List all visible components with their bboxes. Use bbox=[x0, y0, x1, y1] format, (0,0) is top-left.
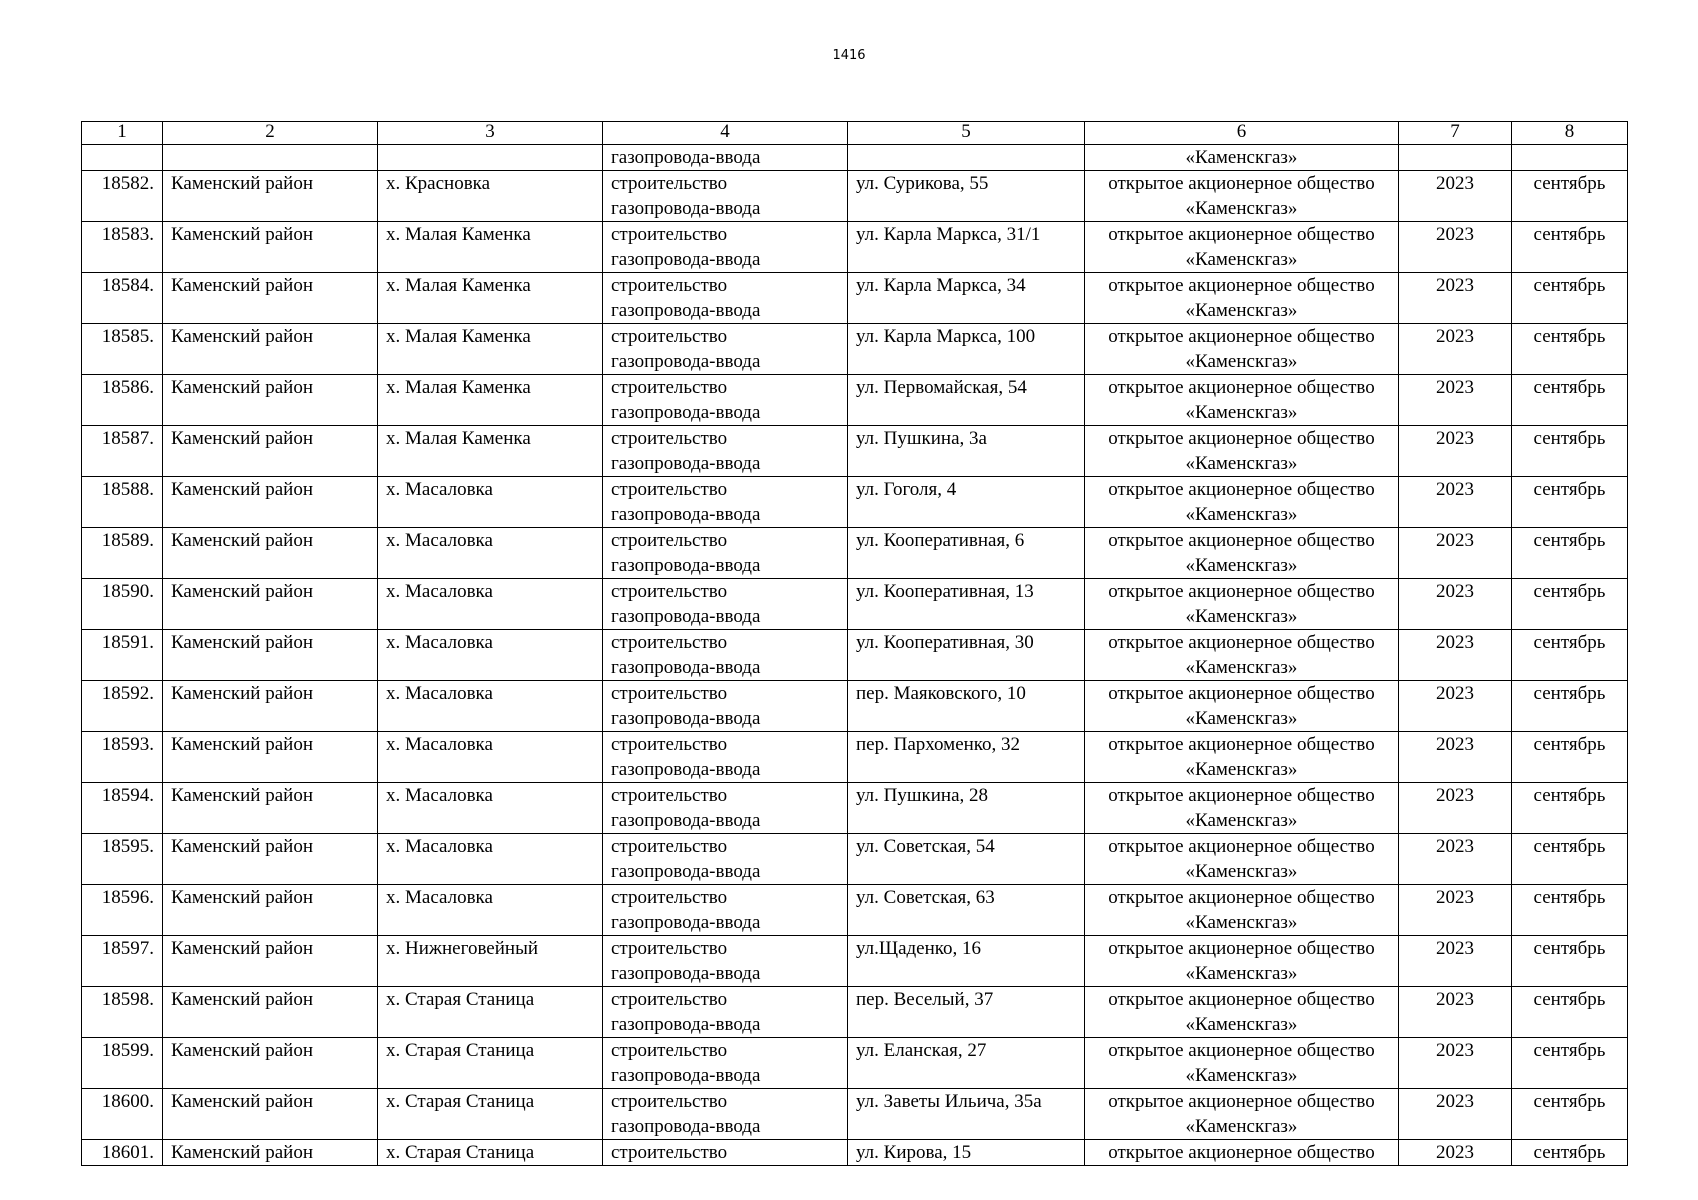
table-row bbox=[82, 375, 1628, 426]
month-cell: сентябрь bbox=[1512, 528, 1628, 579]
year-cell: 2023 bbox=[1399, 273, 1512, 324]
month-cell: сентябрь bbox=[1512, 885, 1628, 936]
address-cell bbox=[848, 145, 1085, 171]
work-cell: строительство газопровода-ввода bbox=[603, 732, 848, 783]
column-header: 6 bbox=[1085, 122, 1399, 145]
month-cell: сентябрь bbox=[1512, 426, 1628, 477]
district-cell: Каменский район bbox=[163, 630, 378, 681]
num-cell: 18583. bbox=[82, 222, 163, 273]
org-cell: «Каменскгаз» bbox=[1085, 145, 1399, 171]
address-cell: пер. Пархоменко, 32 bbox=[848, 732, 1085, 783]
district-cell: Каменский район bbox=[163, 528, 378, 579]
table-row bbox=[82, 426, 1628, 477]
work-cell: строительство газопровода-ввода bbox=[603, 1038, 848, 1089]
month-cell: сентябрь bbox=[1512, 324, 1628, 375]
column-header: 4 bbox=[603, 122, 848, 145]
year-cell: 2023 bbox=[1399, 1038, 1512, 1089]
column-header: 2 bbox=[163, 122, 378, 145]
column-header: 7 bbox=[1399, 122, 1512, 145]
num-cell: 18588. bbox=[82, 477, 163, 528]
num-cell: 18582. bbox=[82, 171, 163, 222]
address-cell: ул. Заветы Ильича, 35а bbox=[848, 1089, 1085, 1140]
month-cell: сентябрь bbox=[1512, 1038, 1628, 1089]
month-cell: сентябрь bbox=[1512, 1140, 1628, 1166]
work-cell: газопровода-ввода bbox=[603, 145, 848, 171]
settlement-cell: х. Нижнеговейный bbox=[378, 936, 603, 987]
page-number: 1416 bbox=[832, 48, 866, 63]
settlement-cell: х. Малая Каменка bbox=[378, 324, 603, 375]
month-cell: сентябрь bbox=[1512, 732, 1628, 783]
column-header: 1 bbox=[82, 122, 163, 145]
month-cell: сентябрь bbox=[1512, 1089, 1628, 1140]
year-cell: 2023 bbox=[1399, 732, 1512, 783]
table-row bbox=[82, 171, 1628, 222]
work-cell: строительство газопровода-ввода bbox=[603, 1089, 848, 1140]
org-cell: открытое акционерное общество «Каменскгаз» bbox=[1085, 324, 1399, 375]
year-cell: 2023 bbox=[1399, 171, 1512, 222]
year-cell: 2023 bbox=[1399, 477, 1512, 528]
district-cell: Каменский район bbox=[163, 324, 378, 375]
num-cell: 18589. bbox=[82, 528, 163, 579]
address-cell: ул. Карла Маркса, 31/1 bbox=[848, 222, 1085, 273]
num-cell bbox=[82, 145, 163, 171]
work-cell: строительство газопровода-ввода bbox=[603, 783, 848, 834]
month-cell: сентябрь bbox=[1512, 171, 1628, 222]
year-cell: 2023 bbox=[1399, 987, 1512, 1038]
district-cell: Каменский район bbox=[163, 579, 378, 630]
num-cell: 18600. bbox=[82, 1089, 163, 1140]
address-cell: пер. Веселый, 37 bbox=[848, 987, 1085, 1038]
month-cell: сентябрь bbox=[1512, 834, 1628, 885]
org-cell: открытое акционерное общество «Каменскгаз» bbox=[1085, 630, 1399, 681]
table-row bbox=[82, 579, 1628, 630]
table-row bbox=[82, 834, 1628, 885]
district-cell: Каменский район bbox=[163, 783, 378, 834]
year-cell: 2023 bbox=[1399, 1089, 1512, 1140]
district-cell: Каменский район bbox=[163, 1140, 378, 1166]
table-row bbox=[82, 1140, 1628, 1166]
table-row bbox=[82, 987, 1628, 1038]
table-row bbox=[82, 732, 1628, 783]
address-cell: пер. Маяковского, 10 bbox=[848, 681, 1085, 732]
work-cell: строительство газопровода-ввода bbox=[603, 681, 848, 732]
year-cell: 2023 bbox=[1399, 426, 1512, 477]
month-cell bbox=[1512, 145, 1628, 171]
work-cell: строительство газопровода-ввода bbox=[603, 171, 848, 222]
num-cell: 18595. bbox=[82, 834, 163, 885]
settlement-cell: х. Масаловка bbox=[378, 681, 603, 732]
settlement-cell: х. Масаловка bbox=[378, 783, 603, 834]
org-cell: открытое акционерное общество bbox=[1085, 1140, 1399, 1166]
month-cell: сентябрь bbox=[1512, 579, 1628, 630]
settlement-cell bbox=[378, 145, 603, 171]
num-cell: 18591. bbox=[82, 630, 163, 681]
address-cell: ул. Сурикова, 55 bbox=[848, 171, 1085, 222]
org-cell: открытое акционерное общество «Каменскгаз» bbox=[1085, 171, 1399, 222]
address-cell: ул. Кооперативная, 6 bbox=[848, 528, 1085, 579]
org-cell: открытое акционерное общество «Каменскгаз» bbox=[1085, 477, 1399, 528]
column-header: 3 bbox=[378, 122, 603, 145]
table-row bbox=[82, 324, 1628, 375]
table-row bbox=[82, 783, 1628, 834]
org-cell: открытое акционерное общество «Каменскгаз» bbox=[1085, 273, 1399, 324]
district-cell: Каменский район bbox=[163, 732, 378, 783]
address-cell: ул. Кооперативная, 13 bbox=[848, 579, 1085, 630]
settlement-cell: х. Масаловка bbox=[378, 630, 603, 681]
table-row bbox=[82, 1089, 1628, 1140]
district-cell: Каменский район bbox=[163, 681, 378, 732]
num-cell: 18601. bbox=[82, 1140, 163, 1166]
month-cell: сентябрь bbox=[1512, 936, 1628, 987]
settlement-cell: х. Малая Каменка bbox=[378, 426, 603, 477]
work-cell: строительство газопровода-ввода bbox=[603, 885, 848, 936]
address-cell: ул. Пушкина, 28 bbox=[848, 783, 1085, 834]
work-cell: строительство газопровода-ввода bbox=[603, 222, 848, 273]
work-cell: строительство газопровода-ввода bbox=[603, 579, 848, 630]
district-cell: Каменский район bbox=[163, 885, 378, 936]
org-cell: открытое акционерное общество «Каменскгаз» bbox=[1085, 987, 1399, 1038]
table-row bbox=[82, 630, 1628, 681]
org-cell: открытое акционерное общество «Каменскгаз» bbox=[1085, 783, 1399, 834]
year-cell: 2023 bbox=[1399, 375, 1512, 426]
num-cell: 18592. bbox=[82, 681, 163, 732]
month-cell: сентябрь bbox=[1512, 681, 1628, 732]
district-cell: Каменский район bbox=[163, 1089, 378, 1140]
table-row bbox=[82, 273, 1628, 324]
org-cell: открытое акционерное общество «Каменскгаз» bbox=[1085, 1038, 1399, 1089]
district-cell: Каменский район bbox=[163, 936, 378, 987]
work-cell: строительство газопровода-ввода bbox=[603, 834, 848, 885]
org-cell: открытое акционерное общество «Каменскгаз» bbox=[1085, 936, 1399, 987]
district-cell bbox=[163, 145, 378, 171]
year-cell: 2023 bbox=[1399, 1140, 1512, 1166]
year-cell: 2023 bbox=[1399, 834, 1512, 885]
num-cell: 18586. bbox=[82, 375, 163, 426]
settlement-cell: х. Красновка bbox=[378, 171, 603, 222]
settlement-cell: х. Старая Станица bbox=[378, 1089, 603, 1140]
num-cell: 18596. bbox=[82, 885, 163, 936]
column-header: 5 bbox=[848, 122, 1085, 145]
num-cell: 18597. bbox=[82, 936, 163, 987]
year-cell: 2023 bbox=[1399, 579, 1512, 630]
settlement-cell: х. Масаловка bbox=[378, 885, 603, 936]
table-row bbox=[82, 1038, 1628, 1089]
work-cell: строительство газопровода-ввода bbox=[603, 375, 848, 426]
address-cell: ул. Советская, 63 bbox=[848, 885, 1085, 936]
year-cell: 2023 bbox=[1399, 528, 1512, 579]
address-cell: ул. Первомайская, 54 bbox=[848, 375, 1085, 426]
settlement-cell: х. Масаловка bbox=[378, 528, 603, 579]
address-cell: ул.Щаденко, 16 bbox=[848, 936, 1085, 987]
org-cell: открытое акционерное общество «Каменскгаз» bbox=[1085, 834, 1399, 885]
district-cell: Каменский район bbox=[163, 834, 378, 885]
year-cell bbox=[1399, 145, 1512, 171]
column-number-header bbox=[82, 122, 1628, 145]
num-cell: 18587. bbox=[82, 426, 163, 477]
org-cell: открытое акционерное общество «Каменскгаз» bbox=[1085, 681, 1399, 732]
gasification-schedule-table bbox=[81, 121, 1628, 1166]
settlement-cell: х. Старая Станица bbox=[378, 987, 603, 1038]
settlement-cell: х. Масаловка bbox=[378, 579, 603, 630]
settlement-cell: х. Масаловка bbox=[378, 477, 603, 528]
num-cell: 18598. bbox=[82, 987, 163, 1038]
district-cell: Каменский район bbox=[163, 477, 378, 528]
month-cell: сентябрь bbox=[1512, 375, 1628, 426]
work-cell: строительство газопровода-ввода bbox=[603, 324, 848, 375]
settlement-cell: х. Масаловка bbox=[378, 732, 603, 783]
org-cell: открытое акционерное общество «Каменскгаз» bbox=[1085, 375, 1399, 426]
org-cell: открытое акционерное общество «Каменскгаз» bbox=[1085, 222, 1399, 273]
work-cell: строительство газопровода-ввода bbox=[603, 426, 848, 477]
table-row bbox=[82, 477, 1628, 528]
year-cell: 2023 bbox=[1399, 222, 1512, 273]
month-cell: сентябрь bbox=[1512, 630, 1628, 681]
year-cell: 2023 bbox=[1399, 885, 1512, 936]
settlement-cell: х. Старая Станица bbox=[378, 1140, 603, 1166]
year-cell: 2023 bbox=[1399, 783, 1512, 834]
table-row bbox=[82, 885, 1628, 936]
settlement-cell: х. Старая Станица bbox=[378, 1038, 603, 1089]
num-cell: 18584. bbox=[82, 273, 163, 324]
month-cell: сентябрь bbox=[1512, 987, 1628, 1038]
address-cell: ул. Кирова, 15 bbox=[848, 1140, 1085, 1166]
address-cell: ул. Гоголя, 4 bbox=[848, 477, 1085, 528]
org-cell: открытое акционерное общество «Каменскгаз» bbox=[1085, 1089, 1399, 1140]
year-cell: 2023 bbox=[1399, 681, 1512, 732]
district-cell: Каменский район bbox=[163, 375, 378, 426]
address-cell: ул. Еланская, 27 bbox=[848, 1038, 1085, 1089]
org-cell: открытое акционерное общество «Каменскгаз» bbox=[1085, 426, 1399, 477]
month-cell: сентябрь bbox=[1512, 222, 1628, 273]
num-cell: 18593. bbox=[82, 732, 163, 783]
table-row bbox=[82, 681, 1628, 732]
settlement-cell: х. Малая Каменка bbox=[378, 375, 603, 426]
settlement-cell: х. Масаловка bbox=[378, 834, 603, 885]
table-row bbox=[82, 222, 1628, 273]
year-cell: 2023 bbox=[1399, 936, 1512, 987]
settlement-cell: х. Малая Каменка bbox=[378, 273, 603, 324]
year-cell: 2023 bbox=[1399, 324, 1512, 375]
column-header: 8 bbox=[1512, 122, 1628, 145]
settlement-cell: х. Малая Каменка bbox=[378, 222, 603, 273]
num-cell: 18590. bbox=[82, 579, 163, 630]
table-row bbox=[82, 936, 1628, 987]
year-cell: 2023 bbox=[1399, 630, 1512, 681]
work-cell: строительство bbox=[603, 1140, 848, 1166]
num-cell: 18585. bbox=[82, 324, 163, 375]
district-cell: Каменский район bbox=[163, 222, 378, 273]
district-cell: Каменский район bbox=[163, 426, 378, 477]
table-row bbox=[82, 528, 1628, 579]
continuation-row bbox=[82, 145, 1628, 171]
address-cell: ул. Советская, 54 bbox=[848, 834, 1085, 885]
work-cell: строительство газопровода-ввода bbox=[603, 936, 848, 987]
address-cell: ул. Кооперативная, 30 bbox=[848, 630, 1085, 681]
work-cell: строительство газопровода-ввода bbox=[603, 273, 848, 324]
num-cell: 18599. bbox=[82, 1038, 163, 1089]
district-cell: Каменский район bbox=[163, 987, 378, 1038]
district-cell: Каменский район bbox=[163, 1038, 378, 1089]
district-cell: Каменский район bbox=[163, 273, 378, 324]
address-cell: ул. Карла Маркса, 34 bbox=[848, 273, 1085, 324]
district-cell: Каменский район bbox=[163, 171, 378, 222]
month-cell: сентябрь bbox=[1512, 783, 1628, 834]
work-cell: строительство газопровода-ввода bbox=[603, 630, 848, 681]
num-cell: 18594. bbox=[82, 783, 163, 834]
org-cell: открытое акционерное общество «Каменскгаз» bbox=[1085, 732, 1399, 783]
org-cell: открытое акционерное общество «Каменскгаз» bbox=[1085, 579, 1399, 630]
month-cell: сентябрь bbox=[1512, 477, 1628, 528]
address-cell: ул. Карла Маркса, 100 bbox=[848, 324, 1085, 375]
org-cell: открытое акционерное общество «Каменскгаз» bbox=[1085, 528, 1399, 579]
work-cell: строительство газопровода-ввода bbox=[603, 528, 848, 579]
org-cell: открытое акционерное общество «Каменскгаз» bbox=[1085, 885, 1399, 936]
work-cell: строительство газопровода-ввода bbox=[603, 477, 848, 528]
work-cell: строительство газопровода-ввода bbox=[603, 987, 848, 1038]
month-cell: сентябрь bbox=[1512, 273, 1628, 324]
address-cell: ул. Пушкина, 3а bbox=[848, 426, 1085, 477]
